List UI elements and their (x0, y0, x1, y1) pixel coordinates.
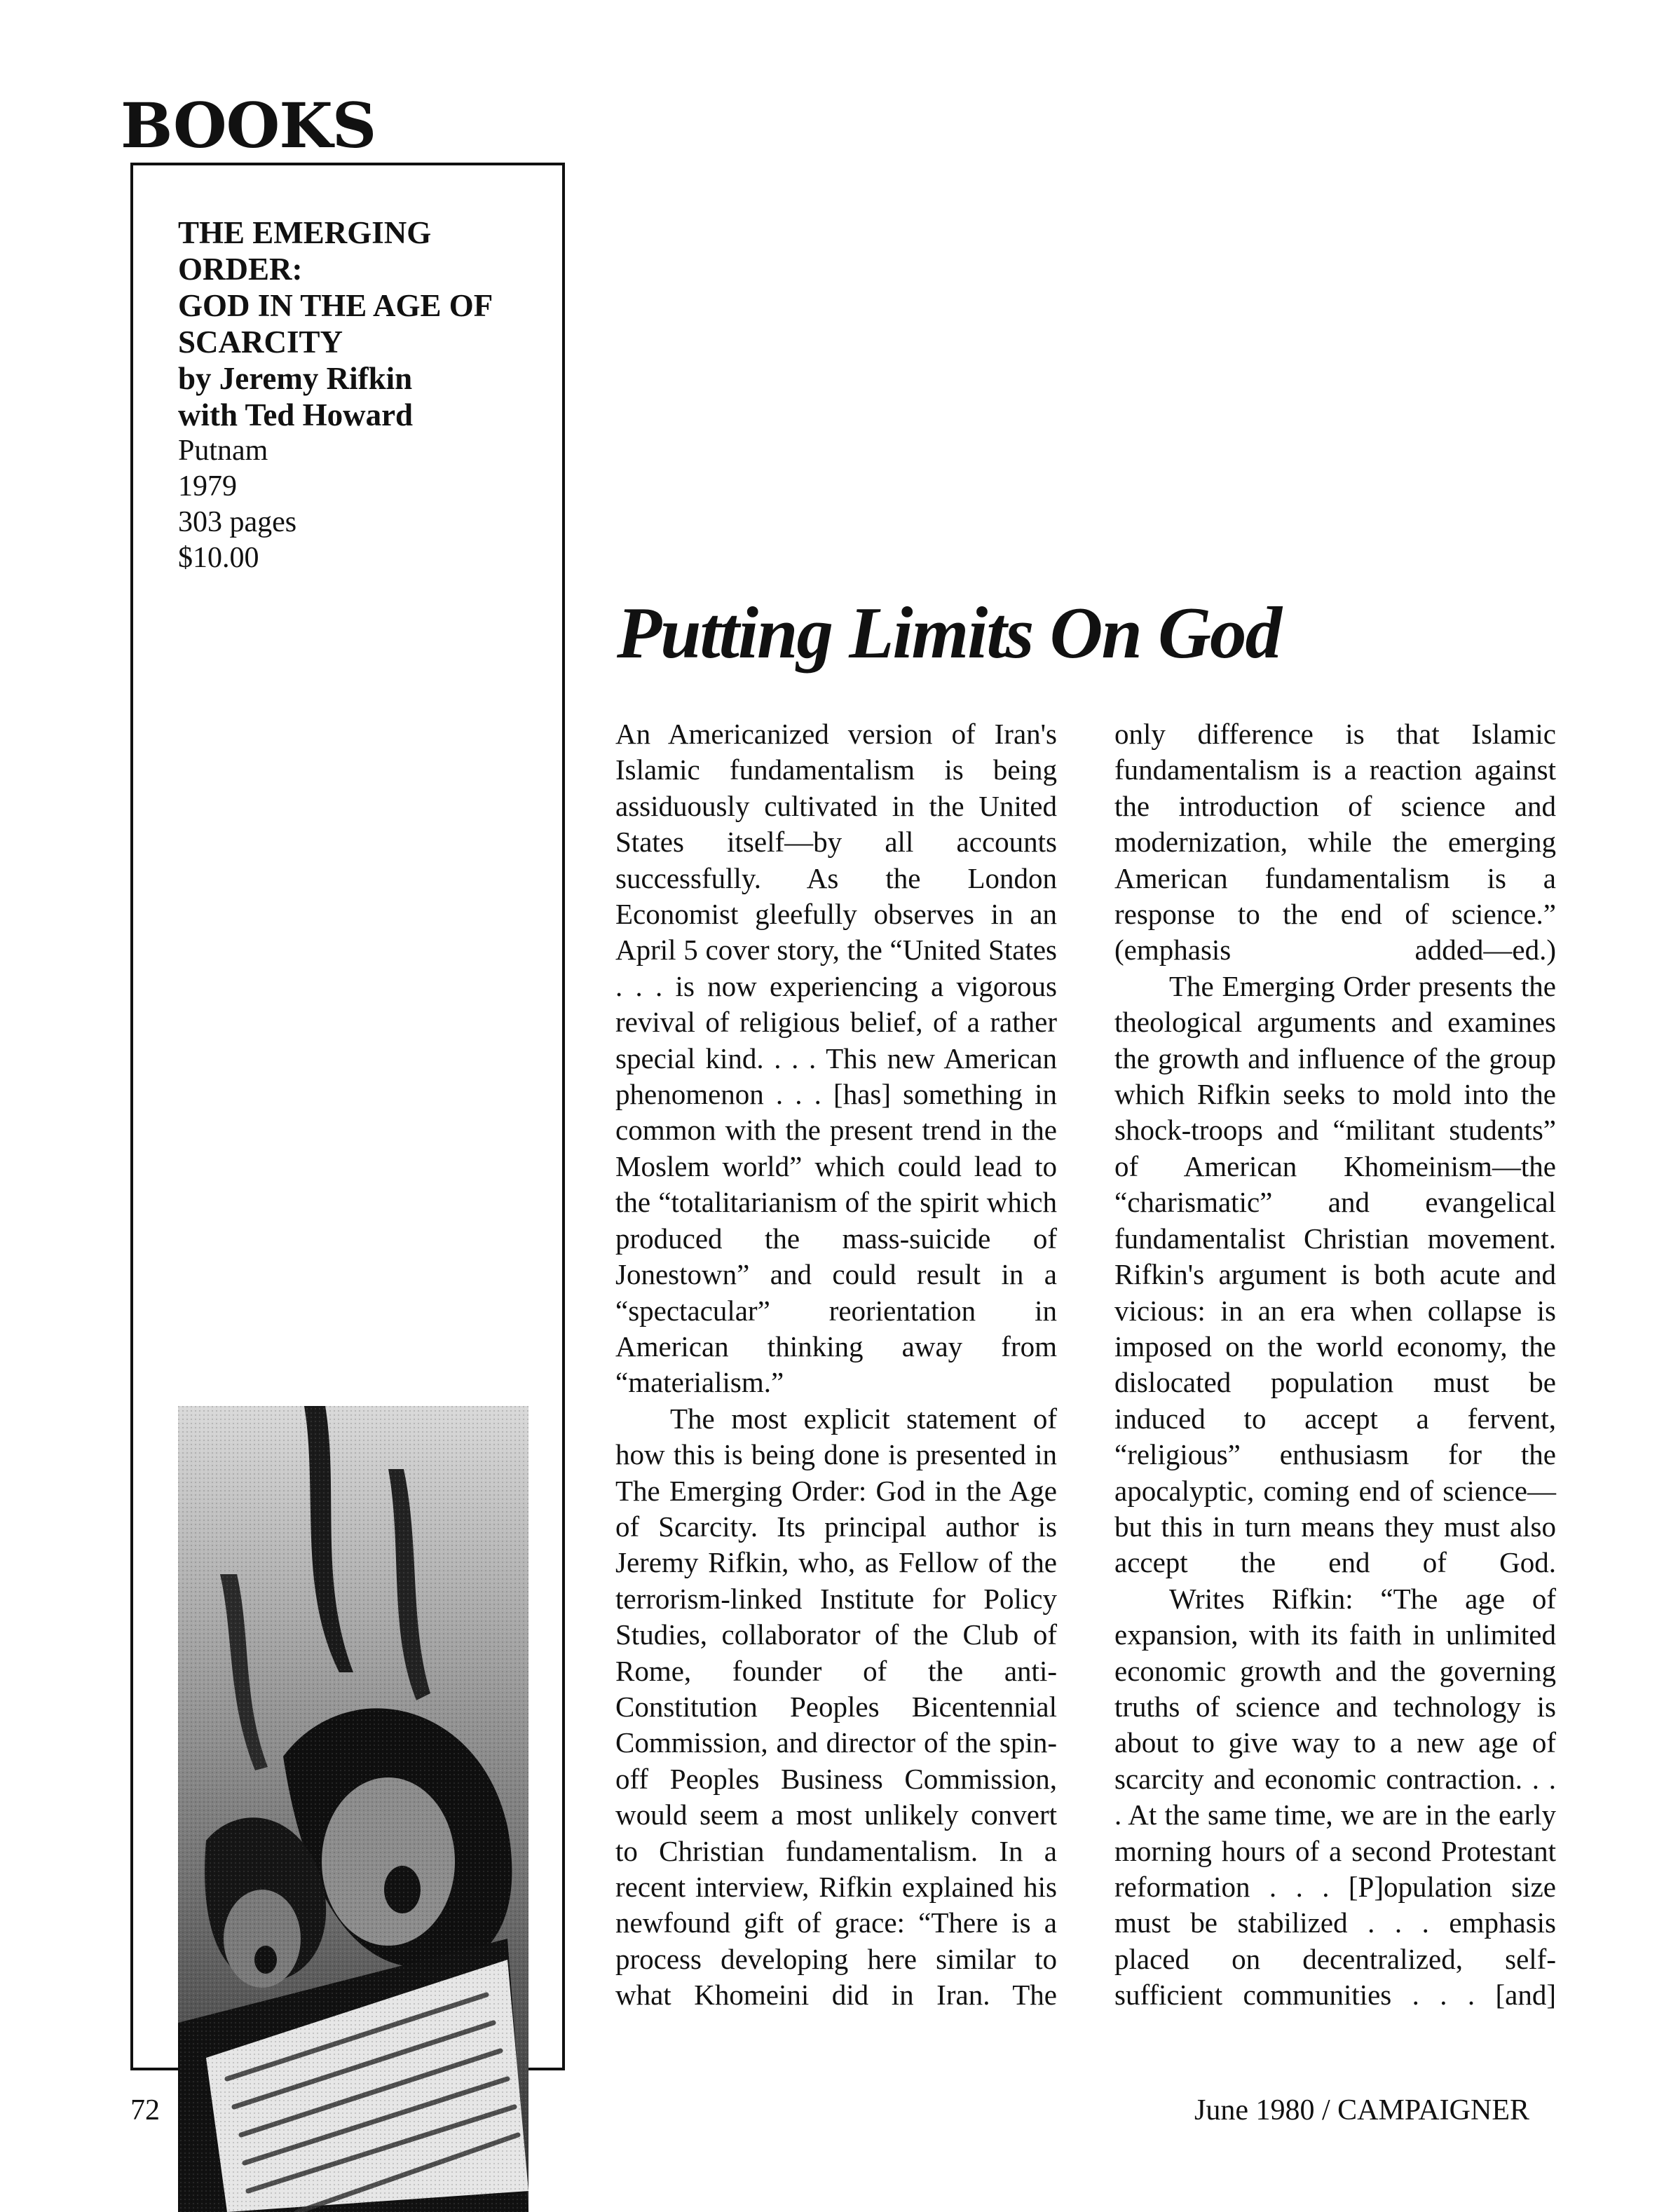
article-paragraph: The Emerging Order presents the theological arguments and examines the growth and influence of the group which Rifkin seeks to mold into the shock-troops and “militant students” of American Khomeinism—the “charismatic” and evangelical fundamentalist Christian movement. Rifkin's argument is both acute and vicious: in an era when collapse is imposed on the world economy, the dislocated population must be induced to accept a fervent, “religious” enthusiasm for the apocalyptic, coming end of science—but this in turn means they must also accept the end of God. (1114, 969, 1556, 1579)
book-info (178, 214, 543, 576)
book-price: $10.00 (178, 542, 259, 574)
book-title-line: THE EMERGING (178, 215, 432, 250)
article-column-1 (615, 716, 1057, 2014)
book-title-line: ORDER: (178, 252, 303, 287)
protest-photo (178, 1406, 528, 2212)
article-paragraph: Writes Rifkin: “The age of expansion, with its faith in unlimited economic growth and the governing truths of science and technology is about to give way to a new age of scarcity and economic contraction. . . . At the same time, we are in the early morning hours of a second Protestant reformation . . . [P]opulation size must be stabilized . . . emphasis placed on decentralized, self-sufficient communities . . . [and] (1114, 1582, 1556, 2012)
book-year: 1979 (178, 470, 237, 503)
book-pages: 303 pages (178, 506, 297, 538)
article-headline: Putting Limits On God (617, 592, 1281, 674)
book-publisher: Putnam (178, 435, 268, 467)
book-title-line: SCARCITY (178, 325, 343, 360)
book-title-line: GOD IN THE AGE OF (178, 288, 493, 323)
book-title (178, 214, 543, 360)
section-title: BOOKS (121, 89, 376, 162)
book-info-sidebar (130, 163, 565, 2070)
article-column-2 (1114, 716, 1556, 2014)
page-number: 72 (130, 2094, 160, 2126)
book-author-line: by Jeremy Rifkin (178, 361, 413, 396)
book-author-line: with Ted Howard (178, 397, 414, 432)
issue-line: June 1980 / CAMPAIGNER (1194, 2094, 1529, 2126)
article-paragraph: An Americanized version of Iran's Islamic fundamentalism is being assiduously cultivated in the United States itself—by all accounts successfully. As the London Economist gleefully observes in an April 5 cover story, the “United States . . . is now experiencing a vigorous revival of religious belief, of a rather special kind. . . . This new American phenomenon . . . [has] something in common with the present trend in the Moslem world” which could lead to the “totalitarianism of the spirit which produced the mass-suicide of Jonestown” and could result in a “spectacular” reorientation in American thinking away from “materialism.” (615, 718, 1057, 1399)
book-author (178, 360, 543, 433)
article-paragraph: The most explicit statement of how this is being done is presented in The Emerging Order: God in the Age of Scarcity. Its principal author is Jeremy Rifkin, who, as Fellow of the terrorism-linked Institute for Policy Studies, collaborator of the Club of Rome, founder of the anti-Constitution Peoples Bicentennial Commission, and director of the spin-off Peoples Business Commission, would seem a most unlikely convert to Christian fundamentalism. In a recent interview, Rifkin explained his newfound gift of grace: “There is a process developing here similar to what Khomeini did in Iran. The (615, 1402, 1057, 2012)
book-meta (178, 433, 543, 576)
protest-photo-image (178, 1406, 528, 2212)
article-paragraph: only difference is that Islamic fundamentalism is a reaction against the introduction of science and modernization, while the emerging American fundamentalism is a response to the end of science.” (emphasis added—ed.) (1114, 718, 1556, 967)
